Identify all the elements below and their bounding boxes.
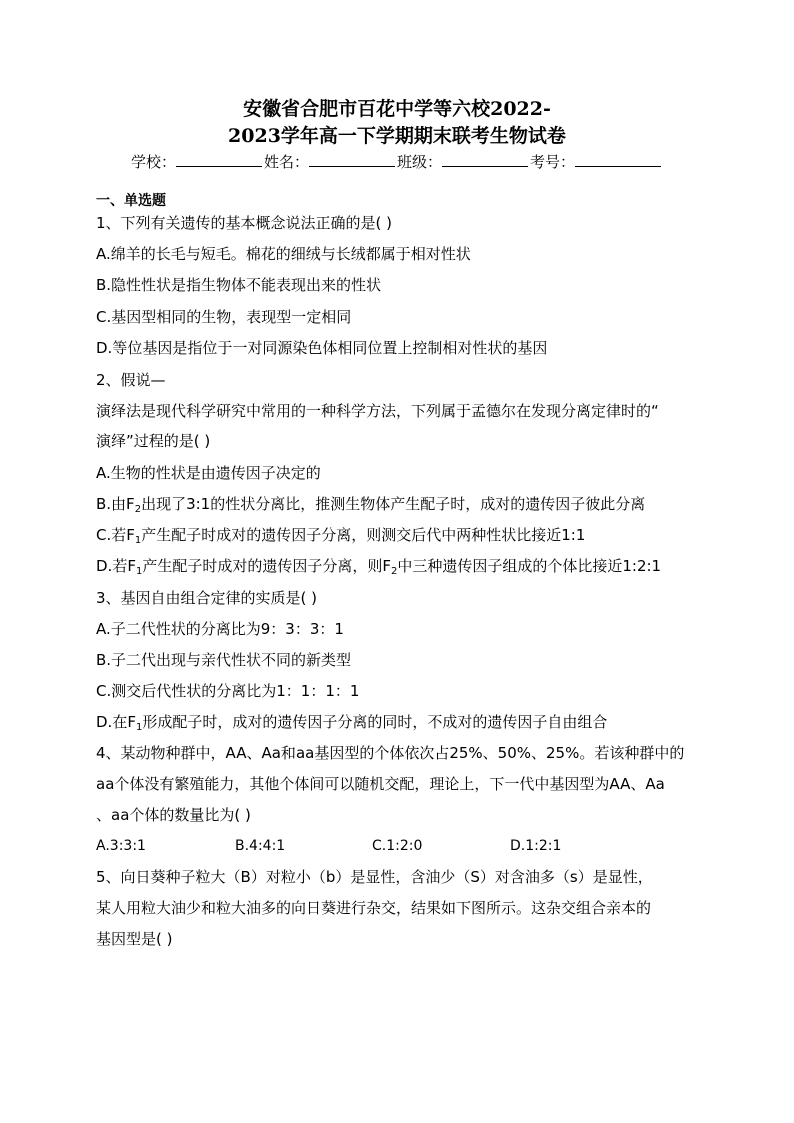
q4-option-c: C.1:2:0 xyxy=(372,838,423,854)
q1-stem: 1、下列有关遗传的基本概念说法正确的是( ) xyxy=(96,214,393,232)
q5-stem-line-2: 某人用粒大油少和粒大油多的向日葵进行杂交，结果如下图所示。这杂交组合亲本的 xyxy=(96,899,652,917)
q4-options-row xyxy=(96,835,696,857)
q2-d-text: D.若F xyxy=(96,557,136,575)
name-blank[interactable] xyxy=(309,150,395,167)
q2-d-text-rest: 中三种遗传因子组成的个体比接近1:2:1 xyxy=(397,557,662,575)
q3-option-a: A.子二代性状的分离比为9：3：3：1 xyxy=(96,620,344,638)
q2-d-subscript-2: 2 xyxy=(390,566,398,577)
q2-c-text-rest: 产生配子时成对的遗传因子分离，则测交后代中两种性状比接近1:1 xyxy=(141,526,586,544)
q2-d-text-mid: 产生配子时成对的遗传因子分离，则F xyxy=(142,557,391,575)
q3-d-text: D.在F xyxy=(96,713,136,731)
q4-stem-line-3: 、aa个体的数量比为( ) xyxy=(96,806,251,824)
school-blank[interactable] xyxy=(176,150,262,167)
q4-option-a: A.3:3:1 xyxy=(96,838,146,854)
class-blank[interactable] xyxy=(442,150,528,167)
q3-d-subscript: 1 xyxy=(135,722,143,733)
q3-option-d xyxy=(96,711,607,733)
section-title: 一、单选题 xyxy=(96,193,166,209)
class-label: 班级： xyxy=(397,153,443,171)
q2-b-text-rest: 出现了3:1的性状分离比，推测生物体产生配子时，成对的遗传因子彼此分离 xyxy=(141,495,646,513)
exam-title-line-2: 2023学年高一下学期期末联考生物试卷 xyxy=(228,125,566,147)
q3-option-c: C.测交后代性状的分离比为1：1：1：1 xyxy=(96,682,360,700)
number-blank[interactable] xyxy=(575,150,661,167)
q2-c-subscript: 1 xyxy=(134,535,142,546)
q3-stem: 3、基因自由组合定律的实质是( ) xyxy=(96,589,318,607)
q5-stem-line-1: 5、向日葵种子粒大（B）对粒小（b）是显性，含油少（S）对含油多（s）是显性， xyxy=(96,868,653,886)
q2-option-c xyxy=(96,524,585,546)
q1-option-d: D.等位基因是指位于一对同源染色体相同位置上控制相对性状的基因 xyxy=(96,339,548,357)
q2-c-text: C.若F xyxy=(96,526,135,544)
q2-d-subscript-1: 1 xyxy=(135,566,143,577)
q2-b-text: B.由F xyxy=(96,495,135,513)
q4-stem-line-1: 4、某动物种群中，AA、Aa和aa基因型的个体依次占25%、50%、25%。若该种群中的 xyxy=(96,744,685,762)
q2-b-subscript: 2 xyxy=(134,504,142,515)
student-info-row xyxy=(0,150,794,173)
q2-option-a: A.生物的性状是由遗传因子决定的 xyxy=(96,464,321,482)
number-label: 考号： xyxy=(530,153,576,171)
q1-option-c: C.基因型相同的生物，表现型一定相同 xyxy=(96,308,352,326)
q2-option-b xyxy=(96,493,645,515)
q4-stem-line-2: aa个体没有繁殖能力，其他个体间可以随机交配，理论上，下一代中基因型为AA、Aa xyxy=(96,775,665,793)
q2-option-d xyxy=(96,555,661,577)
school-label: 学校： xyxy=(130,153,176,171)
q5-stem-line-3: 基因型是( ) xyxy=(96,930,173,948)
q2-stem-line-2: 演绎法是现代科学研究中常用的一种科学方法，下列属于孟德尔在发现分离定律时的“ xyxy=(96,402,659,420)
q4-option-d: D.1:2:1 xyxy=(510,838,562,854)
exam-title-line-1: 安徽省合肥市百花中学等六校2022- xyxy=(243,98,551,120)
name-label: 姓名： xyxy=(263,153,309,171)
q1-option-b: B.隐性性状是指生物体不能表现出来的性状 xyxy=(96,276,382,294)
q4-option-b: B.4:4:1 xyxy=(235,838,286,854)
q3-option-b: B.子二代出现与亲代性状不同的新类型 xyxy=(96,651,352,669)
q2-stem-line-1: 2、假说— xyxy=(96,371,166,389)
q1-option-a: A.绵羊的长毛与短毛。棉花的细绒与长绒都属于相对性状 xyxy=(96,245,471,263)
q3-d-text-rest: 形成配子时，成对的遗传因子分离的同时，不成对的遗传因子自由组合 xyxy=(142,713,608,731)
q2-stem-line-3: 演绎”过程的是( ) xyxy=(96,432,211,450)
